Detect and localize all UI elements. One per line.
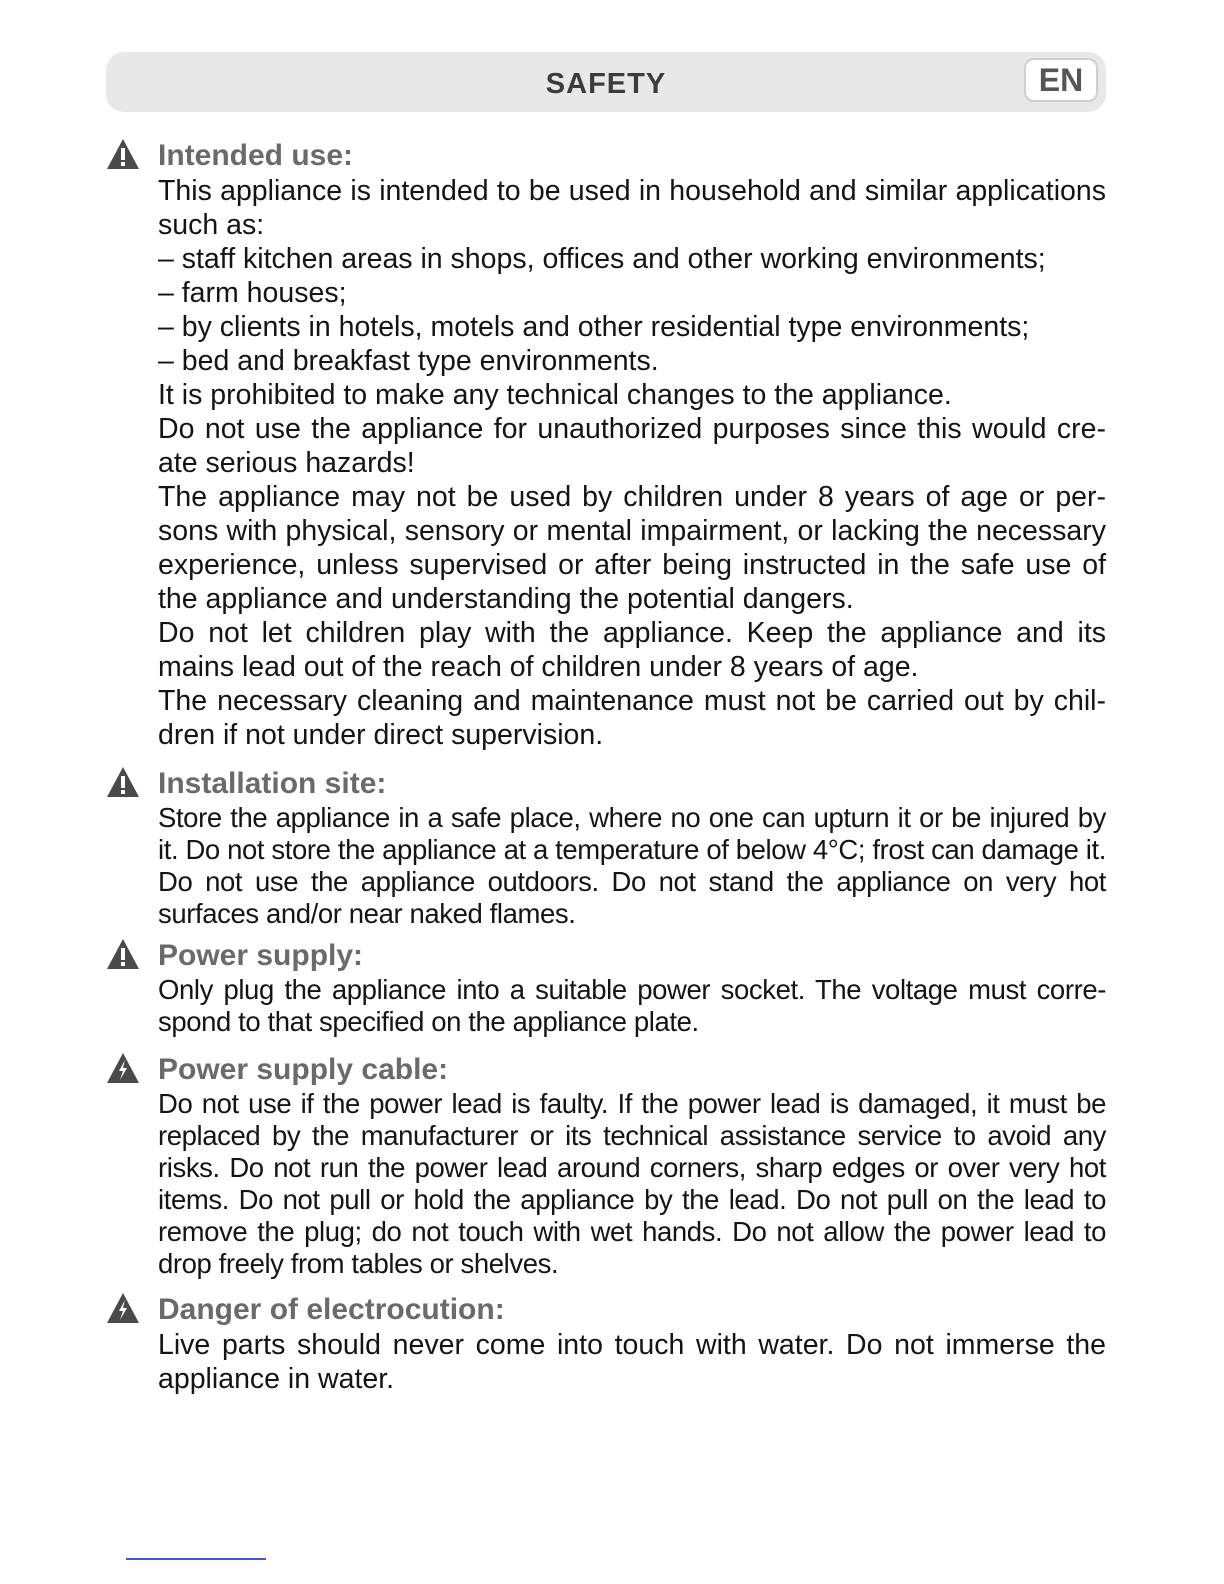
section-title: Power supply:: [158, 939, 364, 972]
section-intended-use: [106, 138, 1106, 752]
electric-hazard-icon: [106, 1292, 140, 1324]
list-item: – farm houses;: [158, 277, 347, 309]
safety-content: [106, 138, 1106, 1412]
list-item: – staff kitchen areas in shops, offices and other working environments;: [158, 243, 1046, 275]
electric-hazard-icon: [106, 1052, 140, 1084]
paragraph: The appliance may not be used by children under 8 years of age or per- sons with physical, sensory or mental impairment, or lacking the necessary experience, unless supervised or after being instructed in the safe use of the appliance and understanding the potential dangers.: [158, 481, 1106, 615]
paragraph: Do not let children play with the appliance. Keep the appliance and its mains lead out of the reach of children under 8 years of age.: [158, 617, 1106, 683]
paragraph: The necessary cleaning and maintenance must not be carried out by chil- dren if not under direct supervision.: [158, 685, 1106, 751]
section-body: Store the appliance in a safe place, where no one can upturn it or be injured by it. Do not store the appliance at a temperature of below 4°C; frost can damage it. Do not use the appliance outdoors. Do not stand the appliance on very hot surfaces and/or near naked flames.: [158, 802, 1106, 929]
section-installation-site: [106, 766, 1106, 930]
paragraph: Do not use the appliance for unauthorized purposes since this would cre- ate serious hazards!: [158, 413, 1106, 479]
page-title: SAFETY: [545, 68, 667, 100]
section-title: Installation site:: [158, 767, 387, 800]
section-body: Only plug the appliance into a suitable power socket. The voltage must corre- spond to that specified on the appliance plate.: [158, 974, 1106, 1037]
list-item: – by clients in hotels, motels and other residential type environments;: [158, 311, 1030, 343]
warning-triangle-icon: [106, 938, 140, 970]
language-badge: EN: [1024, 58, 1098, 102]
footer-divider: [126, 1558, 266, 1560]
section-danger-of-electrocution: [106, 1292, 1106, 1396]
warning-triangle-icon: [106, 766, 140, 798]
list-item: – bed and breakfast type environments.: [158, 345, 659, 377]
section-title: Danger of electrocution:: [158, 1293, 505, 1326]
header-bar: [106, 52, 1106, 112]
paragraph: It is prohibited to make any technical changes to the appliance.: [158, 379, 952, 411]
section-title: Power supply cable:: [158, 1053, 449, 1086]
warning-triangle-icon: [106, 138, 140, 170]
section-power-supply: [106, 938, 1106, 1038]
section-intro: This appliance is intended to be used in household and similar applications such as:: [158, 175, 1106, 241]
section-body: Do not use if the power lead is faulty. If the power lead is damaged, it must be replaced by the manufacturer or its technical assistance service to avoid any risks. Do not run the power lead around corners, sharp edges or over very hot items. Do not pull or hold the appliance by the lead. Do not pull on the lead to remove the plug; do not touch with wet hands. Do not allow the power lead to drop freely from tables or shelves.: [158, 1088, 1106, 1279]
section-title: Intended use:: [158, 139, 354, 172]
section-body: Live parts should never come into touch with water. Do not immerse the appliance in water.: [158, 1329, 1106, 1395]
section-power-supply-cable: [106, 1052, 1106, 1280]
